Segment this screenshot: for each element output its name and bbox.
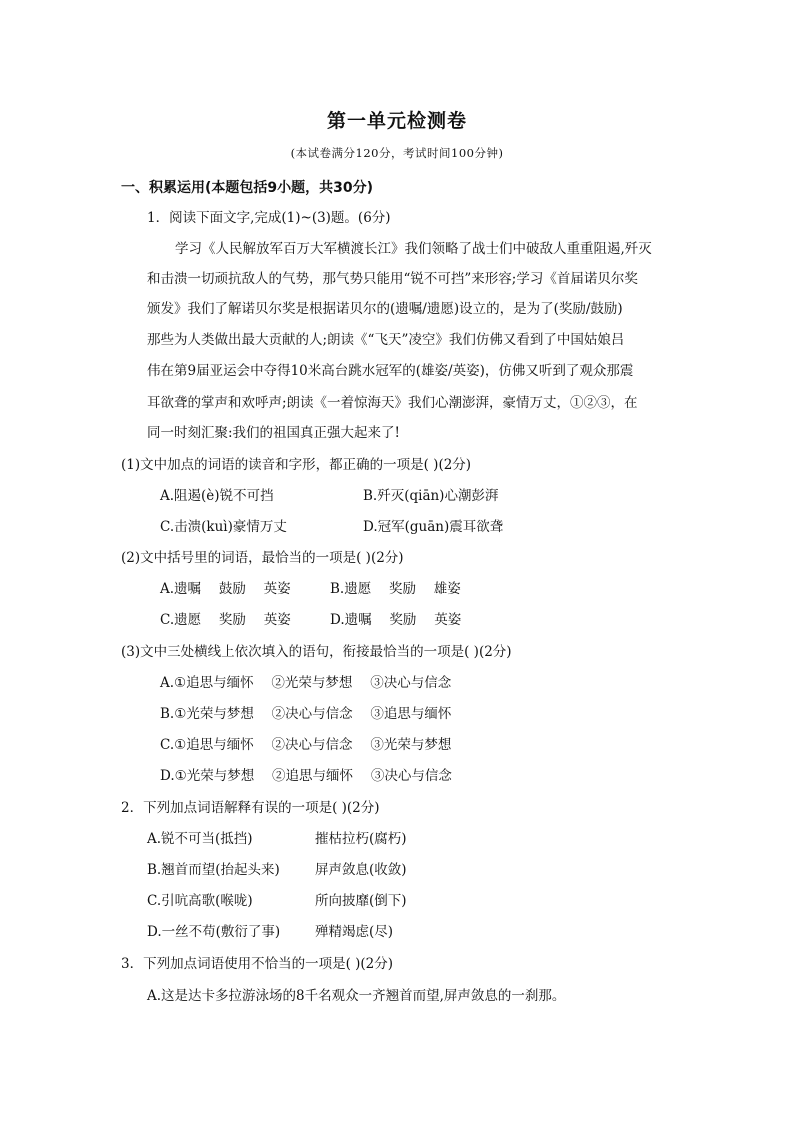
q2-option-d-right: 殚精竭虑(尽) — [315, 924, 394, 940]
option-2d: D.遗嘱 奖励 英姿 — [330, 612, 462, 628]
option-3b: B.①光荣与梦想 ②决心与信念 ③追思与缅怀 — [160, 706, 452, 722]
option-3d: D.①光荣与梦想 ②追思与缅怀 ③决心与信念 — [160, 768, 452, 784]
q2-option-d-left: D.一丝不苟(敷衍了事) — [147, 924, 281, 940]
option-1b: B.歼灭(qiān)心潮彭湃 — [363, 488, 499, 504]
passage-line-7: 同一时刻汇聚:我们的祖国真正强大起来了! — [147, 425, 400, 441]
q3-option-a: A.这是达卡多拉游泳场的8千名观众一齐翘首而望,屏声敛息的一刹那。 — [147, 988, 566, 1004]
q2-option-c-left: C.引吭高歌(喉咙) — [147, 893, 253, 909]
section-heading: 一、积累运用(本题包括9小题，共30分) — [121, 180, 374, 196]
option-2a: A.遗嘱 鼓励 英姿 — [160, 581, 291, 597]
page-title: 第一单元检测卷 — [326, 110, 467, 132]
passage-line-5: 伟在第9届亚运会中夺得10米高台跳水冠军的(雄姿/英姿)，仿佛又听到了观众那震 — [147, 363, 634, 379]
option-1c: C.击溃(kuì)豪情万丈 — [160, 519, 287, 535]
option-1a: A.阻遏(è)锐不可挡 — [160, 488, 274, 504]
option-3a: A.①追思与缅怀 ②光荣与梦想 ③决心与信念 — [160, 675, 452, 691]
option-2c: C.遗愿 奖励 英姿 — [160, 612, 291, 628]
subquestion-2-stem: (2)文中括号里的词语，最恰当的一项是( )(2分) — [121, 550, 404, 566]
option-3c: C.①追思与缅怀 ②决心与信念 ③光荣与梦想 — [160, 737, 452, 753]
passage-line-1: 学习《人民解放军百万大军横渡长江》我们领略了战士们中破敌人重重阻遏,歼灭 — [175, 241, 652, 257]
q2-option-c-right: 所向披靡(倒下) — [315, 893, 407, 909]
passage-line-2: 和击溃一切顽抗敌人的气势，那气势只能用“锐不可挡”来形容;学习《首届诺贝尔奖 — [147, 271, 638, 287]
q2-option-b-left: B.翘首而望(抬起头来) — [147, 862, 280, 878]
question-2-stem: 2．下列加点词语解释有误的一项是( )(2分) — [121, 800, 380, 816]
q2-option-a-left: A.锐不可当(抵挡) — [147, 831, 253, 847]
passage-line-6: 耳欲聋的掌声和欢呼声;朗读《一着惊海天》我们心潮澎湃，豪情万丈，①②③，在 — [147, 395, 638, 411]
q2-option-b-right: 屏声敛息(收敛) — [315, 862, 407, 878]
subquestion-1-stem: (1)文中加点的词语的读音和字形，都正确的一项是( )(2分) — [121, 457, 472, 473]
option-1d: D.冠军(guān)震耳欲聋 — [363, 519, 504, 535]
subquestion-3-stem: (3)文中三处横线上依次填入的语句，衔接最恰当的一项是( )(2分) — [121, 644, 512, 660]
passage-line-4: 那些为人类做出最大贡献的人;朗读《“飞天”凌空》我们仿佛又看到了中国姑娘吕 — [147, 332, 625, 348]
question-3-stem: 3．下列加点词语使用不恰当的一项是( )(2分) — [121, 956, 394, 972]
exam-subtitle: (本试卷满分120分，考试时间100分钟) — [290, 146, 504, 160]
option-2b: B.遗愿 奖励 雄姿 — [330, 581, 461, 597]
passage-line-3: 颁发》我们了解诺贝尔奖是根据诺贝尔的(遗嘱/遗愿)设立的，是为了(奖励/鼓励) — [147, 301, 623, 317]
question-1-stem: 1．阅读下面文字,完成(1)~(3)题。(6分) — [147, 210, 391, 226]
q2-option-a-right: 摧枯拉朽(腐朽) — [315, 831, 407, 847]
